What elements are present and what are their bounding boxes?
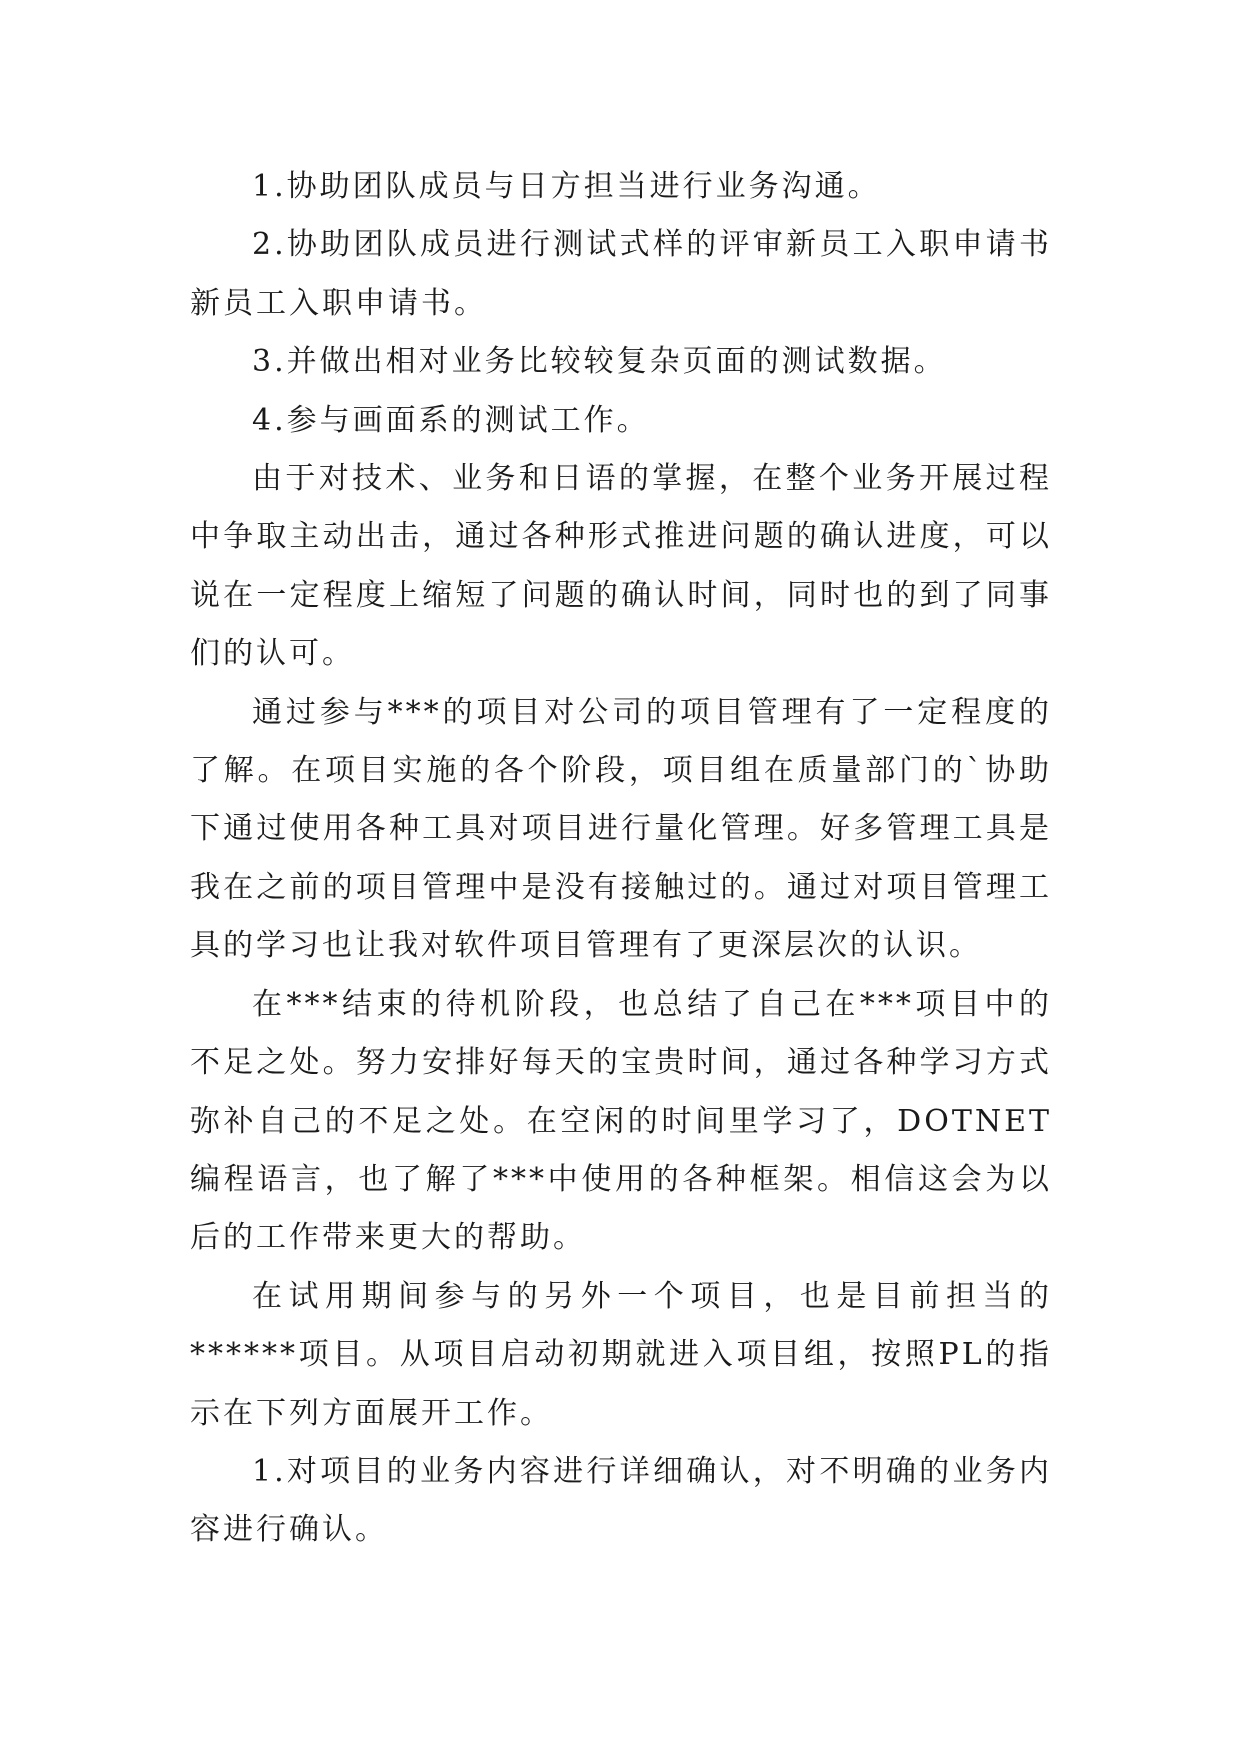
paragraph-project-management: 通过参与***的项目对公司的项目管理有了一定程度的了解。在项目实施的各个阶段，项目组在质量部门的`协助下通过使用各种工具对项目进行量化管理。好多管理工具是我在之前的项目管理中是没有接触过的。通过对项目管理工具的学习也让我对软件项目管理有了更深层次的认识。	[190, 694, 1052, 964]
document-body	[190, 158, 1052, 1560]
paragraph-current-project: 在试用期间参与的另外一个项目，也是目前担当的******项目。从项目启动初期就进入项目组，按照PL的指示在下列方面展开工作。	[190, 1278, 1052, 1431]
paragraph-tech-business: 由于对技术、业务和日语的掌握，在整个业务开展过程中争取主动出击，通过各种形式推进问题的确认进度，可以说在一定程度上缩短了问题的确认时间，同时也的到了同事们的认可。	[190, 461, 1052, 672]
paragraph-item-2: 2.协助团队成员进行测试式样的评审新员工入职申请书新员工入职申请书。	[190, 227, 1052, 321]
paragraph-item-4: 4.参与画面系的测试工作。	[252, 402, 650, 438]
paragraph-standby-summary: 在***结束的待机阶段，也总结了自己在***项目中的不足之处。努力安排好每天的宝贵时间，通过各种学习方式弥补自己的不足之处。在空闲的时间里学习了，DOTNET编程语言，也了解了***中使用的各种框架。相信这会为以后的工作带来更大的帮助。	[190, 986, 1052, 1256]
paragraph-item-3: 3.并做出相对业务比较较复杂页面的测试数据。	[252, 344, 947, 380]
paragraph-item-1: 1.协助团队成员与日方担当进行业务沟通。	[252, 169, 881, 204]
paragraph-item-confirm: 1.对项目的业务内容进行详细确认，对不明确的业务内容进行确认。	[190, 1453, 1052, 1548]
